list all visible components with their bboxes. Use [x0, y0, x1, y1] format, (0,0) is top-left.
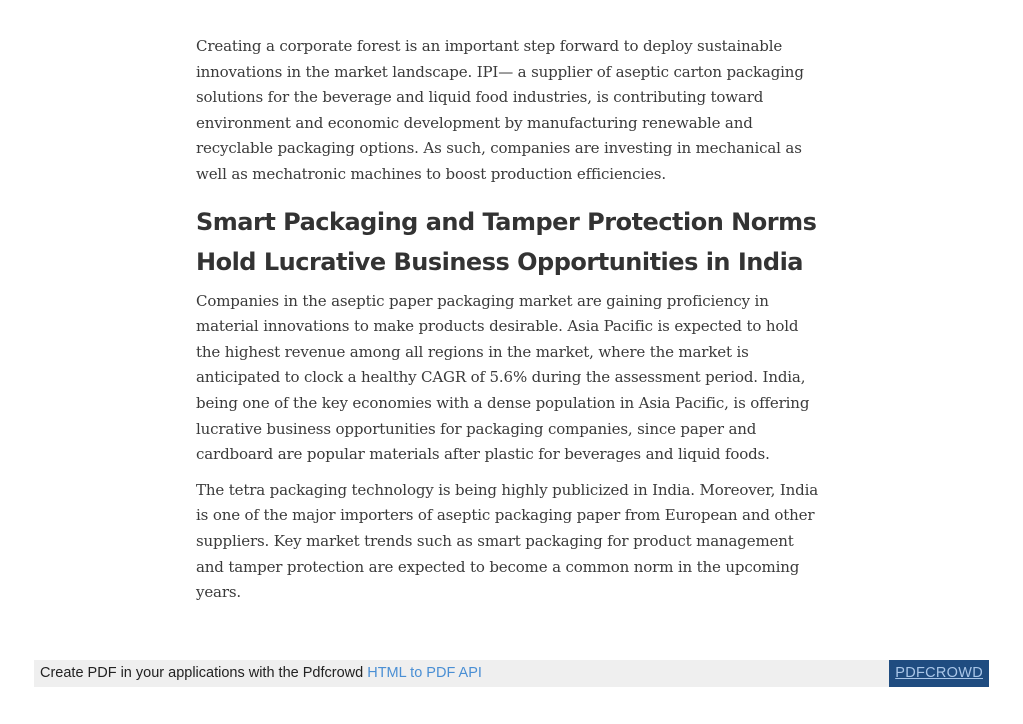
- body-paragraph-2: The tetra packaging technology is being highly publicized in India. Moreover, India is one of the major importers of aseptic packaging paper from European and other suppliers. Key market trends such as smart packaging for product management and tamper protection are expected to become a common norm in the upcoming years.: [196, 480, 819, 602]
- footer-text: [40, 665, 482, 681]
- html-to-pdf-api-link[interactable]: HTML to PDF API: [367, 665, 482, 681]
- body-paragraph-1: Companies in the aseptic paper packaging market are gaining proficiency in material innovations to make products desirable. Asia Pacific is expected to hold the highest revenue among all regions in the market, where the market is anticipated to clock a healthy CAGR of 5.6% during the assessment period. India, being one of the key economies with a dense population in Asia Pacific, is offering lucrative business opportunities for packaging companies, since paper and cardboard are popular materials after plastic for beverages and liquid foods.: [196, 291, 810, 464]
- footer-prefix-text: Create PDF in your applications with the Pdfcrowd: [40, 665, 368, 681]
- section-heading: Smart Packaging and Tamper Protection Norms Hold Lucrative Business Opportunities in India: [196, 207, 817, 277]
- pdfcrowd-footer-bar: [34, 660, 989, 687]
- pdfcrowd-brand-button[interactable]: PDFCROWD: [889, 660, 989, 687]
- article-body: [196, 34, 821, 606]
- intro-paragraph: Creating a corporate forest is an important step forward to deploy sustainable innovations in the market landscape. IPI— a supplier of aseptic carton packaging solutions for the beverage and liquid food industries, is contributing toward environment and economic development by manufacturing renewable and recyclable packaging options. As such, companies are investing in mechanical as well as mechatronic machines to boost production efficiencies.: [196, 37, 804, 183]
